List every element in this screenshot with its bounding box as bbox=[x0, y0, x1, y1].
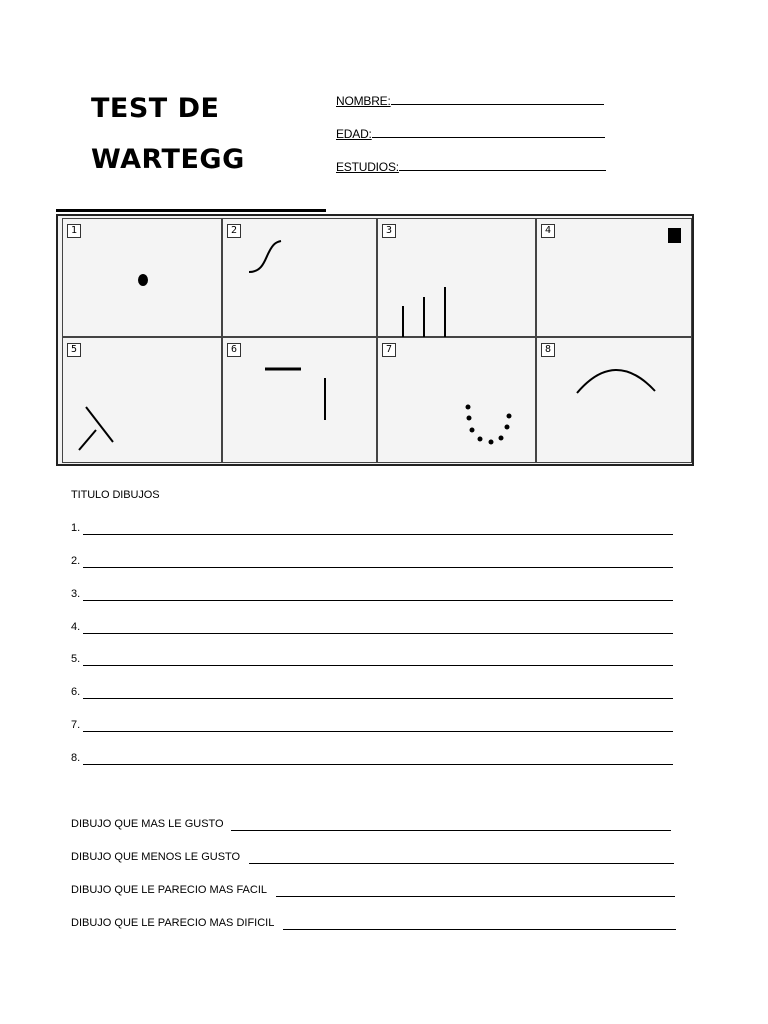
edad-line bbox=[372, 127, 605, 138]
title-answer-row-1[interactable] bbox=[71, 522, 80, 536]
question-row-favorite[interactable] bbox=[71, 818, 224, 832]
header-divider bbox=[56, 209, 326, 212]
cell-number: 4 bbox=[541, 224, 555, 238]
wartegg-cell-1 bbox=[62, 218, 222, 337]
answer-line bbox=[231, 830, 671, 831]
dotted-arc-stimulus bbox=[378, 338, 537, 464]
answer-line bbox=[83, 600, 673, 601]
answer-line bbox=[249, 863, 674, 864]
wartegg-cell-4 bbox=[536, 218, 692, 337]
row-number: 5. bbox=[71, 653, 81, 665]
cell-number: 7 bbox=[382, 343, 396, 357]
cell-number: 1 bbox=[67, 224, 81, 238]
answer-line bbox=[83, 731, 673, 732]
question-label: DIBUJO QUE MAS LE GUSTO bbox=[71, 818, 224, 830]
cell-number: 2 bbox=[227, 224, 241, 238]
title-answer-row-3[interactable] bbox=[71, 588, 80, 602]
horizontal-vertical-stimulus bbox=[223, 338, 378, 464]
row-number: 4. bbox=[71, 621, 81, 633]
estudios-field[interactable] bbox=[336, 160, 606, 174]
edad-label: EDAD: bbox=[336, 127, 372, 141]
wartegg-cell-7 bbox=[377, 337, 536, 463]
title-answer-row-7[interactable] bbox=[71, 719, 80, 733]
cell-number: 5 bbox=[67, 343, 81, 357]
wavy-line-stimulus bbox=[223, 219, 378, 338]
nombre-field[interactable] bbox=[336, 94, 604, 108]
question-row-hardest[interactable] bbox=[71, 917, 274, 931]
row-number: 7. bbox=[71, 719, 81, 731]
cell-number: 6 bbox=[227, 343, 241, 357]
question-row-easiest[interactable] bbox=[71, 884, 267, 898]
answer-line bbox=[83, 665, 673, 666]
wartegg-grid bbox=[56, 214, 694, 466]
answer-line bbox=[83, 633, 673, 634]
wartegg-cell-2 bbox=[222, 218, 377, 337]
test-title-line1: TEST DE bbox=[91, 93, 220, 124]
row-number: 3. bbox=[71, 588, 81, 600]
answer-line bbox=[83, 567, 673, 568]
answer-line bbox=[83, 698, 673, 699]
edad-field[interactable] bbox=[336, 127, 605, 141]
arc-stimulus bbox=[537, 338, 693, 464]
diagonal-lines-stimulus bbox=[63, 338, 223, 464]
three-lines-stimulus bbox=[378, 219, 537, 338]
answer-line bbox=[83, 764, 673, 765]
estudios-line bbox=[399, 160, 606, 171]
wartegg-cell-6 bbox=[222, 337, 377, 463]
wartegg-cell-5 bbox=[62, 337, 222, 463]
dot-stimulus bbox=[63, 219, 223, 338]
title-answer-row-4[interactable] bbox=[71, 621, 80, 635]
question-label: DIBUJO QUE MENOS LE GUSTO bbox=[71, 851, 241, 863]
row-number: 1. bbox=[71, 522, 81, 534]
answer-line bbox=[83, 534, 673, 535]
cell-number: 3 bbox=[382, 224, 396, 238]
question-label: DIBUJO QUE LE PARECIO MAS DIFICIL bbox=[71, 917, 275, 929]
title-answer-row-6[interactable] bbox=[71, 686, 80, 700]
nombre-line bbox=[391, 94, 604, 105]
row-number: 8. bbox=[71, 752, 81, 764]
title-answer-row-5[interactable] bbox=[71, 653, 80, 667]
answer-line bbox=[276, 896, 675, 897]
black-square-stimulus bbox=[537, 219, 693, 338]
title-answer-row-2[interactable] bbox=[71, 555, 80, 569]
nombre-label: NOMBRE: bbox=[336, 94, 391, 108]
cell-number: 8 bbox=[541, 343, 555, 357]
question-row-least-favorite[interactable] bbox=[71, 851, 240, 865]
estudios-label: ESTUDIOS: bbox=[336, 160, 399, 174]
title-answer-row-8[interactable] bbox=[71, 752, 80, 766]
answer-line bbox=[283, 929, 676, 930]
wartegg-cell-8 bbox=[536, 337, 692, 463]
test-title-line2: WARTEGG bbox=[91, 144, 245, 175]
question-label: DIBUJO QUE LE PARECIO MAS FACIL bbox=[71, 884, 268, 896]
row-number: 6. bbox=[71, 686, 81, 698]
row-number: 2. bbox=[71, 555, 81, 567]
wartegg-cell-3 bbox=[377, 218, 536, 337]
titulo-dibujos-heading: TITULO DIBUJOS bbox=[71, 489, 160, 501]
